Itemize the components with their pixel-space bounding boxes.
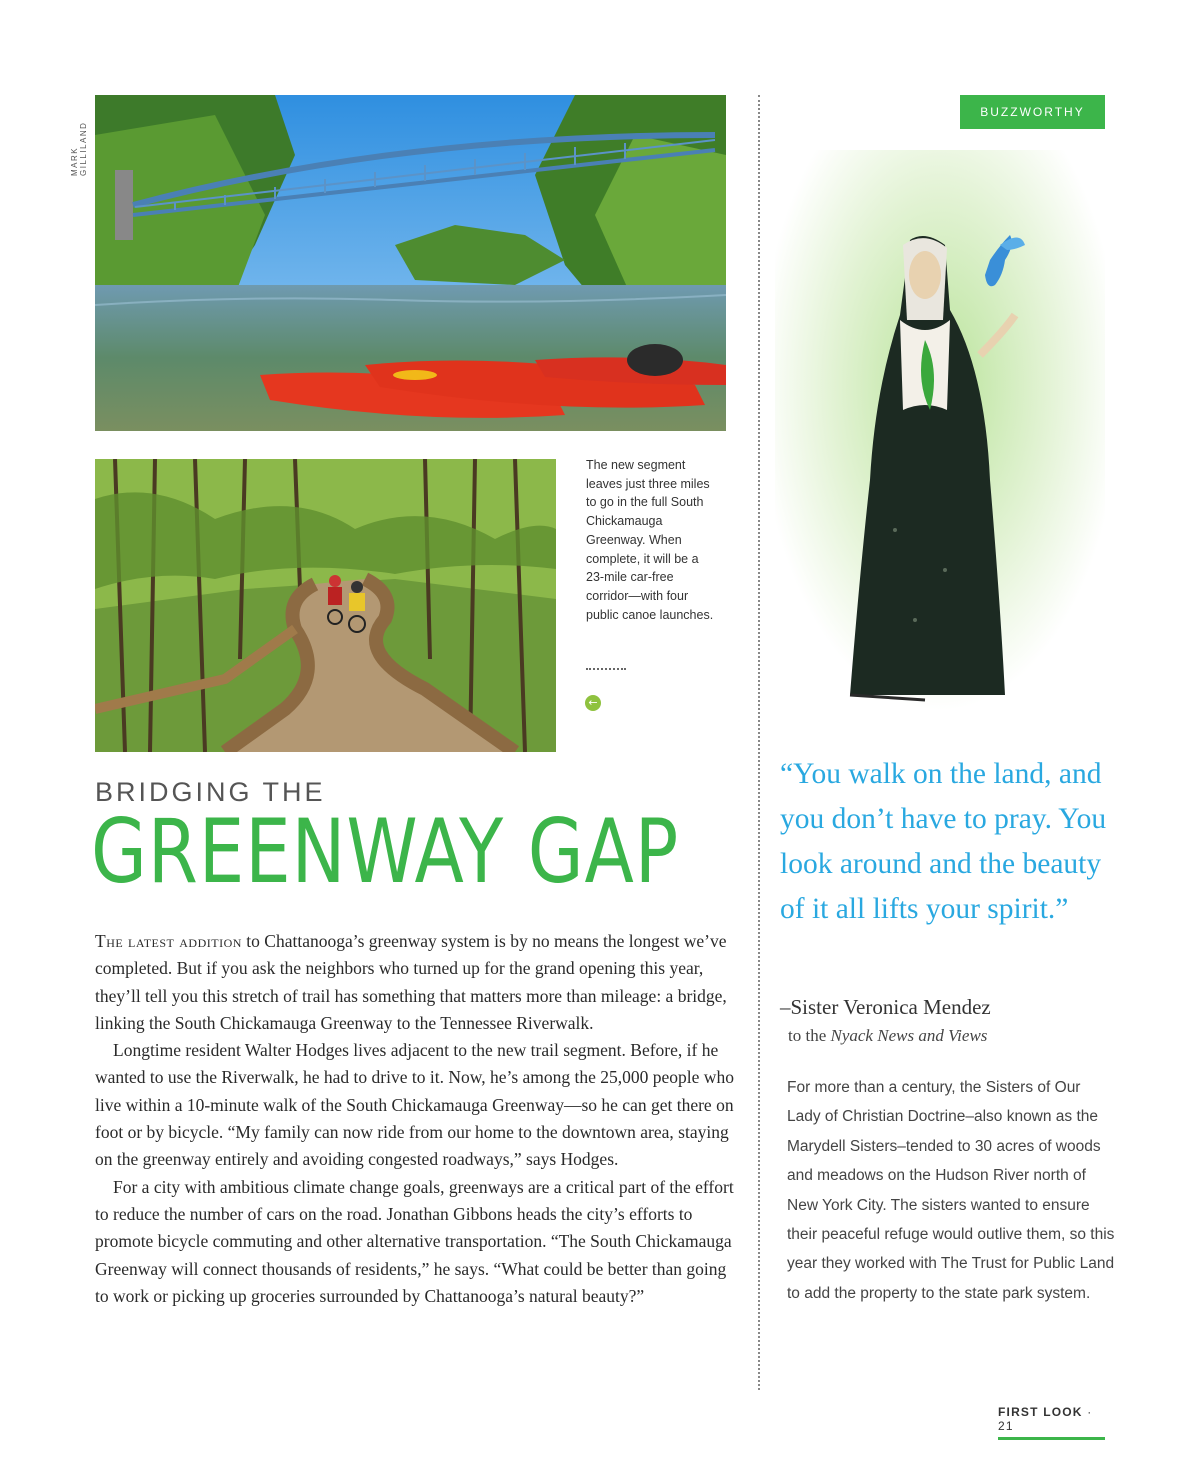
boardwalk-cyclists-photo [95, 459, 556, 752]
footer-separator: · [1082, 1405, 1093, 1419]
footer-section: FIRST LOOK [998, 1405, 1083, 1419]
article-paragraph-2: Longtime resident Walter Hodges lives adjacent to the new trail segment. Before, if he wanted to use the Riverwalk, he had to drive to it. Now, he’s among the 25,000 people who live within a 10-minute walk of the South Chickamauga Greenway—so he can get there on foot or by bicycle. “My family can now ride from our home to the downtown area, staying on the greenway entirely and avoiding congested roadways,” says Hodges. [95, 1040, 734, 1170]
article-body [95, 928, 735, 1310]
quote-attribution-name: –Sister Veronica Mendez [780, 995, 991, 1019]
left-arrow-icon[interactable]: ← [585, 695, 601, 711]
article-kicker: BRIDGING THE [95, 777, 326, 807]
article-paragraph-3: For a city with ambitious climate change goals, greenways are a critical part of the effort to reduce the number of cars on the road. Jonathan Gibbons heads the city’s efforts to promote bicycle commuting and other alternative transportation. “The South Chickamauga Greenway will connect thousands of residents,” he says. “What could be better than going to work or picking up groceries surrounded by Chattanooga’s natural beauty?” [95, 1176, 734, 1306]
attribution-prefix: to the [788, 1026, 831, 1045]
river-bridge-kayaks-photo [95, 95, 726, 431]
section-badge: BUZZWORTHY [960, 95, 1105, 129]
lead-in: The latest addition [95, 931, 242, 951]
photo-caption: The new segment leaves just three miles to go in the full South Chickamauga Greenway. When complete, it will be a 23-mile car-free corridor—with four public canoe launches. [586, 458, 714, 622]
page-number: 21 [998, 1419, 1014, 1433]
article-paragraph-1 [95, 928, 735, 1037]
paragraph-1-text: to Chattanooga’s greenway system is by no means the longest we’ve completed. But if you ask the neighbors who turned up for the grand opening this year, they’ll tell you this stretch of trail has something that matters more than mileage: a bridge, linking the South Chickamauga Greenway to the Tennessee Riverwalk. [95, 931, 727, 1033]
attribution-publication: Nyack News and Views [830, 1026, 988, 1045]
sidebar-text: For more than a century, the Sisters of Our Lady of Christian Doctrine–also known as the Marydell Sisters–tended to 30 acres of woods and meadows on the Hudson River north of New York City. The sisters wanted to ensure their peaceful refuge would outlive them, so this year they worked with The Trust for Public Land to add the property to the state park system. [787, 1079, 1115, 1302]
page-footer [998, 1405, 1105, 1440]
caption-divider [586, 668, 626, 670]
pull-quote: “You walk on the land, and you don’t have to pray. You look around and the beauty of it all lifts your spirit.” [780, 758, 1107, 925]
article-headline: GREENWAY GAP [91, 800, 680, 903]
column-divider [758, 95, 760, 1390]
photo-credit: MARK GILLILAND [70, 121, 88, 176]
quote-attribution-source [788, 1026, 987, 1046]
nun-with-bird-illustration [775, 150, 1105, 740]
